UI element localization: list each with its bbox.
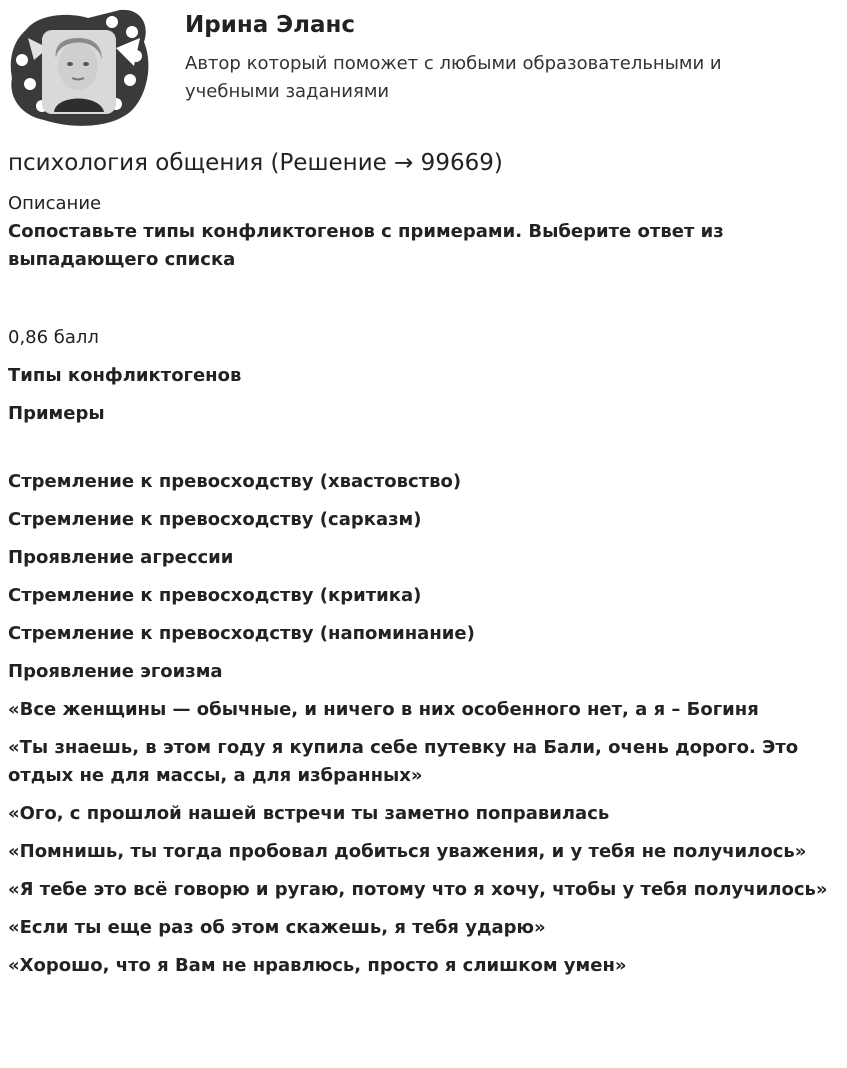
author-name[interactable]: Ирина Эланс bbox=[185, 12, 356, 38]
page-title: психология общения (Решение → 99669) bbox=[8, 150, 503, 176]
document-content bbox=[8, 146, 828, 990]
type-item: Стремление к превосходству (напоминание) bbox=[8, 623, 475, 644]
example-item: «Ого, с прошлой нашей встречи ты заметно поправилась bbox=[8, 803, 610, 824]
example-item: «Я тебе это всё говорю и ругаю, потому что я хочу, чтобы у тебя получилось» bbox=[8, 879, 828, 900]
author-header bbox=[8, 8, 838, 128]
type-item: Проявление агрессии bbox=[8, 547, 234, 568]
author-description: Автор который поможет с любыми образовательными и учебными заданиями bbox=[185, 53, 722, 102]
author-photo bbox=[42, 30, 116, 114]
type-item: Стремление к превосходству (хвастовство) bbox=[8, 471, 462, 492]
type-item: Стремление к превосходству (критика) bbox=[8, 585, 422, 606]
example-item: «Помнишь, ты тогда пробовал добиться уважения, и у тебя не получилось» bbox=[8, 841, 807, 862]
example-item: «Хорошо, что я Вам не нравлюсь, просто я слишком умен» bbox=[8, 955, 627, 976]
type-item: Стремление к превосходству (сарказм) bbox=[8, 509, 422, 530]
question-text: Сопоставьте типы конфликтогенов с примерами. Выберите ответ из выпадающего списка bbox=[8, 221, 724, 270]
example-item: «Все женщины — обычные, и ничего в них особенного нет, а я – Богиня bbox=[8, 699, 759, 720]
example-item: «Если ты еще раз об этом скажешь, я тебя ударю» bbox=[8, 917, 546, 938]
description-label: Описание bbox=[8, 193, 102, 214]
type-item: Проявление эгоизма bbox=[8, 661, 223, 682]
spacer bbox=[8, 274, 828, 324]
types-list bbox=[8, 468, 828, 686]
spacer bbox=[8, 438, 828, 468]
column-types-heading: Типы конфликтогенов bbox=[8, 365, 242, 386]
score-text: 0,86 балл bbox=[8, 327, 99, 348]
column-examples-heading: Примеры bbox=[8, 403, 105, 424]
examples-list bbox=[8, 696, 828, 980]
example-item: «Ты знаешь, в этом году я купила себе путевку на Бали, очень дорого. Это отдых не для массы, а для избранных» bbox=[8, 737, 799, 786]
author-avatar[interactable] bbox=[8, 8, 150, 128]
